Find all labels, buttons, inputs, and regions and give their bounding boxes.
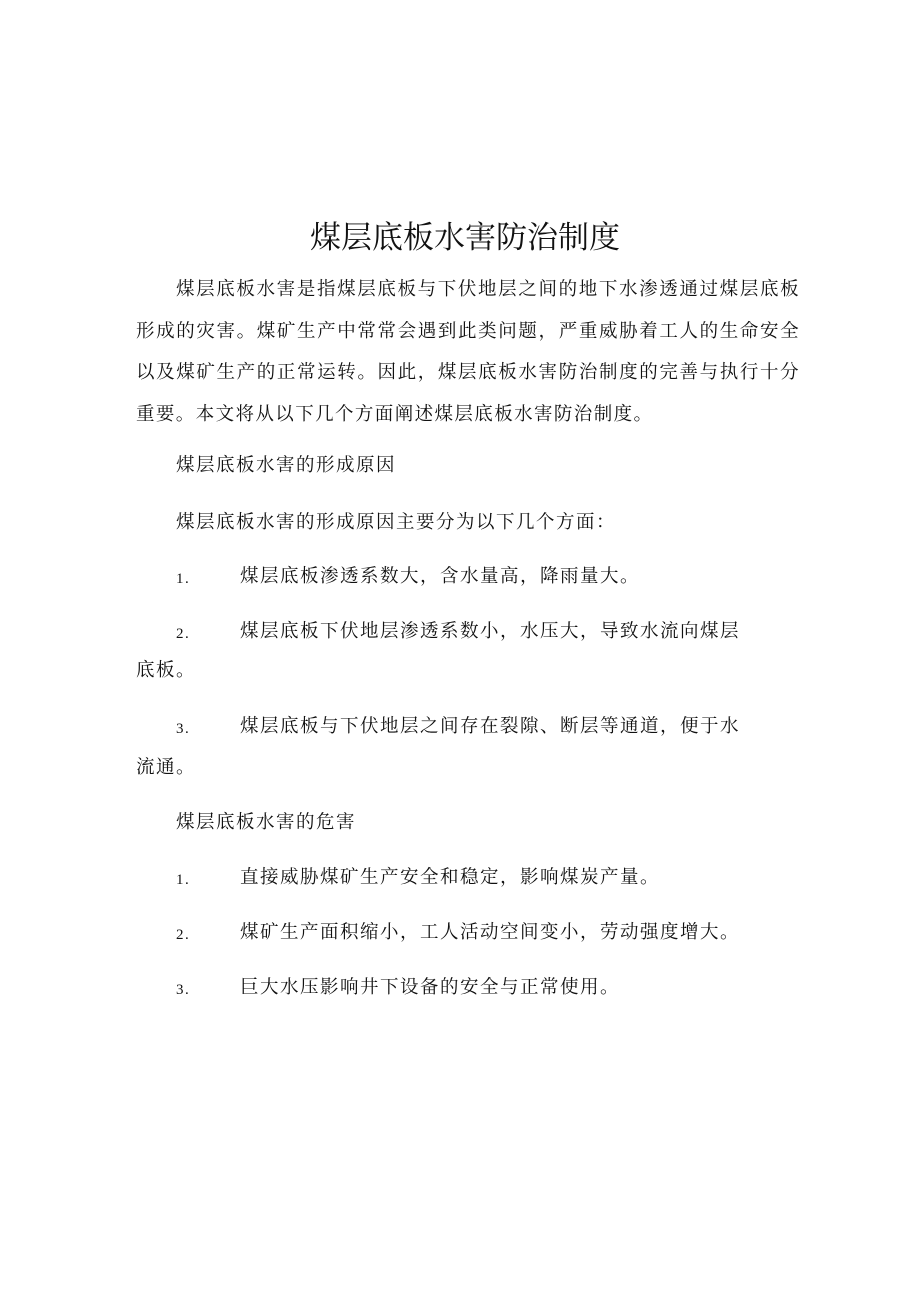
list-item-text: 巨大水压影响井下设备的安全与正常使用。 [240, 977, 621, 998]
list-item-text: 煤层底板下伏地层渗透系数小，水压大，导致水流向煤层 [240, 621, 741, 642]
section-heading-causes: 煤层底板水害的形成原因 [176, 455, 397, 476]
list-item-text: 直接威胁煤矿生产安全和稳定，影响煤炭产量。 [240, 867, 661, 888]
list-number: 2. [176, 626, 191, 642]
list-number: 1. [176, 571, 191, 587]
list-item-text: 煤层底板与下伏地层之间存在裂隙、断层等通道，便于水 [240, 716, 741, 737]
list-item-continuation: 底板。 [136, 660, 197, 681]
list-item-text: 煤层底板渗透系数大，含水量高，降雨量大。 [240, 566, 641, 587]
list-item-text: 煤矿生产面积缩小，工人活动空间变小，劳动强度增大。 [240, 922, 741, 943]
intro-paragraph: 煤层底板水害是指煤层底板与下伏地层之间的地下水渗透通过煤层底板形成的灾害。煤矿生产中常常会遇到此类问题，严重威胁着工人的生命安全以及煤矿生产的正常运转。因此，煤层底板水害防治制度的完善与执行十分重要。本文将从以下几个方面阐述煤层底板水害防治制度。 [136, 279, 800, 425]
list-item-continuation: 流通。 [136, 757, 197, 778]
list-number: 2. [176, 927, 191, 943]
list-number: 3. [176, 721, 191, 737]
list-number: 1. [176, 872, 191, 888]
document-title: 煤层底板水害防治制度 [310, 220, 620, 256]
causes-lead-paragraph: 煤层底板水害的形成原因主要分为以下几个方面： [176, 512, 617, 533]
section-heading-hazards: 煤层底板水害的危害 [176, 812, 357, 833]
list-number: 3. [176, 982, 191, 998]
